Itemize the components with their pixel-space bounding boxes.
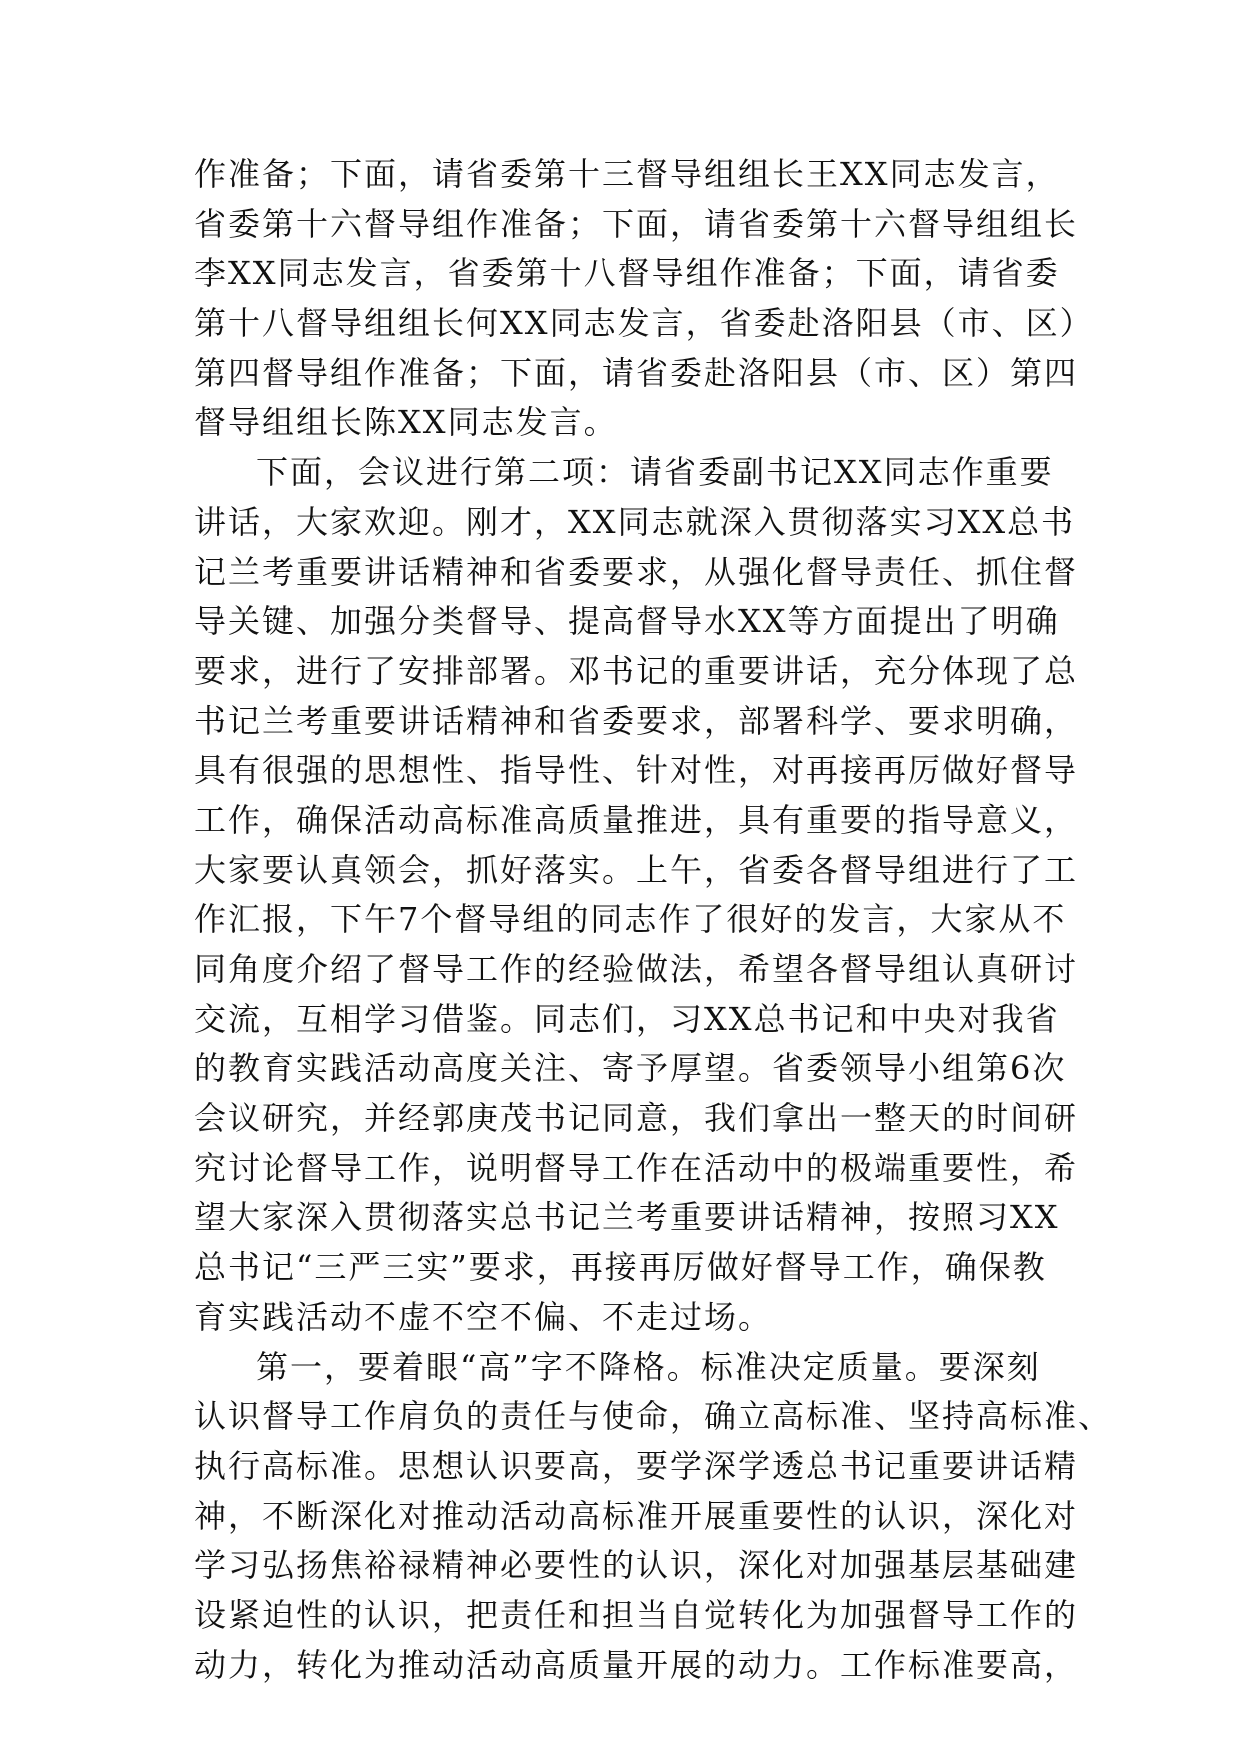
text-line: 设紧迫性的认识，把责任和担当自觉转化为加强督导工作的 [194,1595,1079,1634]
text-line: 交流，互相学习借鉴。同志们，习XX总书记和中央对我省 [194,999,1060,1038]
text-line: 神，不断深化对推动活动高标准开展重要性的认识，深化对 [194,1496,1079,1535]
paragraph-first-line: 下面，会议进行第二项：请省委副书记XX同志作重要 [256,453,1054,492]
text-line: 第四督导组作准备；下面，请省委赴洛阳县（市、区）第四 [194,353,1079,392]
body-text [194,150,1113,1690]
text-line: 李XX同志发言，省委第十八督导组作准备；下面，请省委 [194,254,1060,293]
paragraph-first-line: 第一，要着眼“高”字不降格。标准决定质量。要深刻 [256,1347,1041,1386]
text-line: 督导组组长陈XX同志发言。 [194,403,618,442]
text-line: 工作，确保活动高标准高质量推进，具有重要的指导意义， [194,800,1079,839]
text-line: 省委第十六督导组作准备；下面，请省委第十六督导组组长 [194,204,1079,243]
text-line: 书记兰考重要讲话精神和省委要求，部署科学、要求明确， [194,701,1079,740]
text-line: 第十八督导组组长何XX同志发言，省委赴洛阳县（市、区） [194,304,1094,343]
text-line: 认识督导工作肩负的责任与使命，确立高标准、坚持高标准、 [194,1397,1113,1436]
text-line: 导关键、加强分类督导、提高督导水XX等方面提出了明确 [194,602,1060,641]
text-line: 学习弘扬焦裕禄精神必要性的认识，深化对加强基层基础建 [194,1546,1079,1585]
text-line: 究讨论督导工作，说明督导工作在活动中的极端重要性，希 [194,1148,1079,1187]
text-line: 执行高标准。思想认识要高，要学深学透总书记重要讲话精 [194,1446,1079,1485]
text-line: 要求，进行了安排部署。邓书记的重要讲话，充分体现了总 [194,651,1079,690]
text-line: 记兰考重要讲话精神和省委要求，从强化督导责任、抓住督 [194,552,1079,591]
text-line: 具有很强的思想性、指导性、针对性，对再接再厉做好督导 [194,751,1079,790]
text-line: 动力，转化为推动活动高质量开展的动力。工作标准要高， [194,1645,1079,1684]
text-line: 总书记“三严三实”要求，再接再厉做好督导工作，确保教 [194,1248,1047,1287]
text-line: 作准备；下面，请省委第十三督导组组长王XX同志发言， [194,155,1060,193]
text-line: 作汇报，下午7个督导组的同志作了很好的发言，大家从不 [194,900,1067,939]
text-line: 大家要认真领会，抓好落实。上午，省委各督导组进行了工 [194,850,1079,889]
text-line: 会议研究，并经郭庚茂书记同意，我们拿出一整天的时间研 [194,1099,1079,1138]
text-line: 望大家深入贯彻落实总书记兰考重要讲话精神，按照习XX [194,1198,1060,1237]
text-line: 讲话，大家欢迎。刚才，XX同志就深入贯彻落实习XX总书 [194,502,1076,541]
text-line: 育实践活动不虚不空不偏、不走过场。 [194,1297,773,1336]
text-line: 的教育实践活动高度关注、寄予厚望。省委领导小组第6次 [194,1049,1067,1088]
text-line: 同角度介绍了督导工作的经验做法，希望各督导组认真研讨 [194,950,1079,988]
